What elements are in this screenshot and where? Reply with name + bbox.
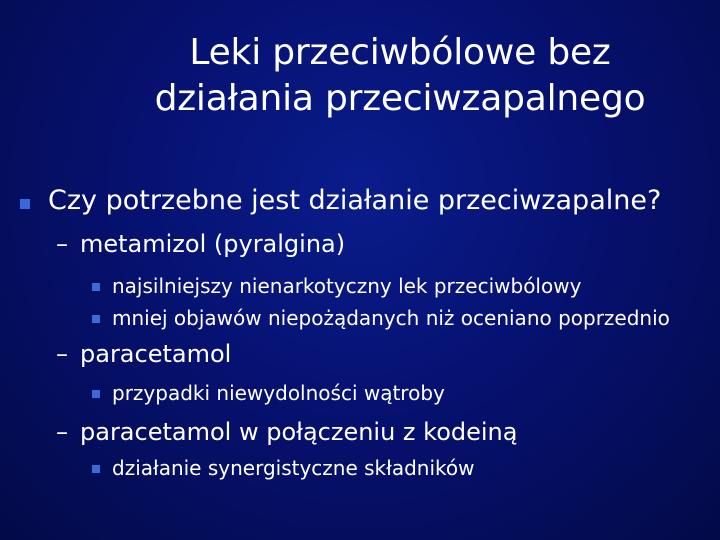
detail-item-text: mniej objawów niepożądanych niż oceniano poprzednio [112, 306, 670, 330]
detail-item-text: najsilniejszy nienarkotyczny lek przeciwbólowy [112, 274, 582, 298]
dash-bullet-icon: – [56, 340, 68, 368]
square-bullet-icon [20, 199, 30, 209]
square-bullet-icon [92, 283, 100, 291]
slide-title [100, 30, 700, 122]
main-bullet-text: Czy potrzebne jest działanie przeciwzapalne? [48, 185, 662, 216]
title-line-1: Leki przeciwbólowe bez [189, 32, 611, 73]
square-bullet-icon [92, 465, 100, 473]
dash-bullet-icon: – [56, 418, 68, 446]
square-bullet-icon [92, 390, 100, 398]
sub-item-label: metamizol (pyralgina) [80, 230, 346, 258]
square-bullet-icon [92, 315, 100, 323]
detail-item-text: działanie synergistyczne składników [112, 456, 475, 480]
detail-item-text: przypadki niewydolności wątroby [112, 381, 445, 405]
sub-item-label: paracetamol [80, 340, 232, 368]
dash-bullet-icon: – [56, 230, 68, 258]
title-line-2: działania przeciwzapalnego [154, 78, 646, 119]
sub-item-label: paracetamol w połączeniu z kodeiną [80, 418, 518, 446]
